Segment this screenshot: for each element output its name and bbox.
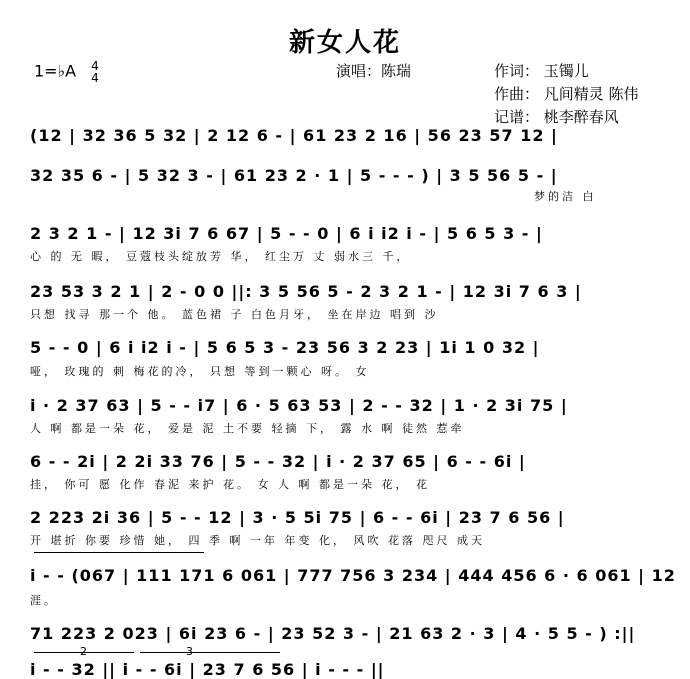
- lyric-line: 哑， 玫瑰的 刺 梅花的冷， 只想 等到一颗心 呀。 女: [30, 365, 370, 378]
- staff-line-1: [30, 126, 660, 145]
- notation-line: 32 35 6 - | 5 32 3 - | 61 23 2 · 1 | 5 - - - ) | 3 5 56 5 - |: [30, 166, 558, 185]
- notation-line: i - - (067 | 111 171 6 061 | 777 756 3 234 | 444 456 6 · 6 061 | 12: [30, 566, 676, 585]
- notation-line: i - - 32 || i - - 6i | 23 7 6 56 | i - - - ||: [30, 660, 385, 679]
- notation-line: 5 - - 0 | 6 i i2 i - | 5 6 5 3 - 23 56 3 2 23 | 1i 1 0 32 |: [30, 338, 540, 357]
- time-signature: [91, 60, 99, 84]
- volta-2-label: 3: [186, 645, 196, 658]
- staff-line-9: [30, 566, 676, 585]
- staff-line-2: [30, 166, 660, 185]
- notation-line: i · 2 37 63 | 5 - - i7 | 6 · 5 63 53 | 2 - - 32 | 1 · 2 3i 75 |: [30, 396, 568, 415]
- lyricist-credit: 作词： 玉镯儿: [494, 62, 589, 80]
- lyric-line: 挂， 你可 愿 化作 春泥 来护 花。 女 人 啊 都是一朵 花， 花: [30, 478, 430, 491]
- lyric-line: 人 啊 都是一朵 花， 爱是 泥 土不要 轻摘 下， 露 水 啊 徒然 惹牵: [30, 422, 465, 435]
- volta-1-label: 2: [80, 645, 90, 658]
- notation-line: 23 53 3 2 1 | 2 - 0 0 ||: 3 5 56 5 - 2 3 2 1 - | 12 3i 7 6 3 |: [30, 282, 582, 301]
- key-signature: [34, 60, 99, 84]
- composer-credit: 作曲： 凡间精灵 陈伟: [494, 85, 639, 103]
- meter-top: 4: [91, 59, 99, 73]
- lyric-line: 涯。: [30, 594, 58, 607]
- notation-line: 2 3 2 1 - | 12 3i 7 6 67 | 5 - - 0 | 6 i i2 i - | 5 6 5 3 - |: [30, 224, 543, 243]
- singer-credit: 演唱：陈瑞: [336, 62, 412, 80]
- notation-line: (12 | 32 36 5 32 | 2 12 6 - | 61 23 2 16 | 56 23 57 12 |: [30, 126, 558, 145]
- lyric-line: 只想 找寻 那一个 他。 蓝色裙 子 白色月牙， 坐在岸边 唱到 沙: [30, 308, 439, 321]
- staff-line-10: [30, 624, 660, 643]
- lyric-line: 开 堪折 你要 珍惜 她， 四 季 啊 一年 年变 化， 风吹 花落 咫尺 成天: [30, 534, 485, 547]
- staff-line-3: [30, 224, 660, 243]
- notation-line: 6 - - 2i | 2 2i 33 76 | 5 - - 32 | i · 2 37 65 | 6 - - 6i |: [30, 452, 526, 471]
- lyric-line: 心 的 无 暇， 豆蔻枝头绽放芳 华， 红尘万 丈 弱水三 千，: [30, 250, 411, 263]
- meter-bottom: 4: [91, 71, 99, 85]
- volta-bracket: [34, 552, 204, 553]
- volta-2-bracket: [140, 652, 280, 653]
- staff-line-6: [30, 396, 660, 415]
- staff-line-4: [30, 282, 660, 301]
- staff-line-7: [30, 452, 660, 471]
- lyric-line: 梦的洁 白: [534, 190, 597, 203]
- notation-line: 71 223 2 023 | 6i 23 6 - | 23 52 3 - | 21 63 2 · 3 | 4 · 5 5 - ) :||: [30, 624, 636, 643]
- staff-line-8: [30, 508, 660, 527]
- staff-line-11: [30, 660, 660, 679]
- staff-line-5: [30, 338, 660, 357]
- notation-line: 2 223 2i 36 | 5 - - 12 | 3 · 5 5i 75 | 6 - - 6i | 23 7 6 56 |: [30, 508, 565, 527]
- song-title: 新女人花: [288, 28, 401, 58]
- transcriber-credit: 记谱： 桃李醉春风: [494, 108, 619, 126]
- key-text: 1=♭A: [34, 61, 77, 81]
